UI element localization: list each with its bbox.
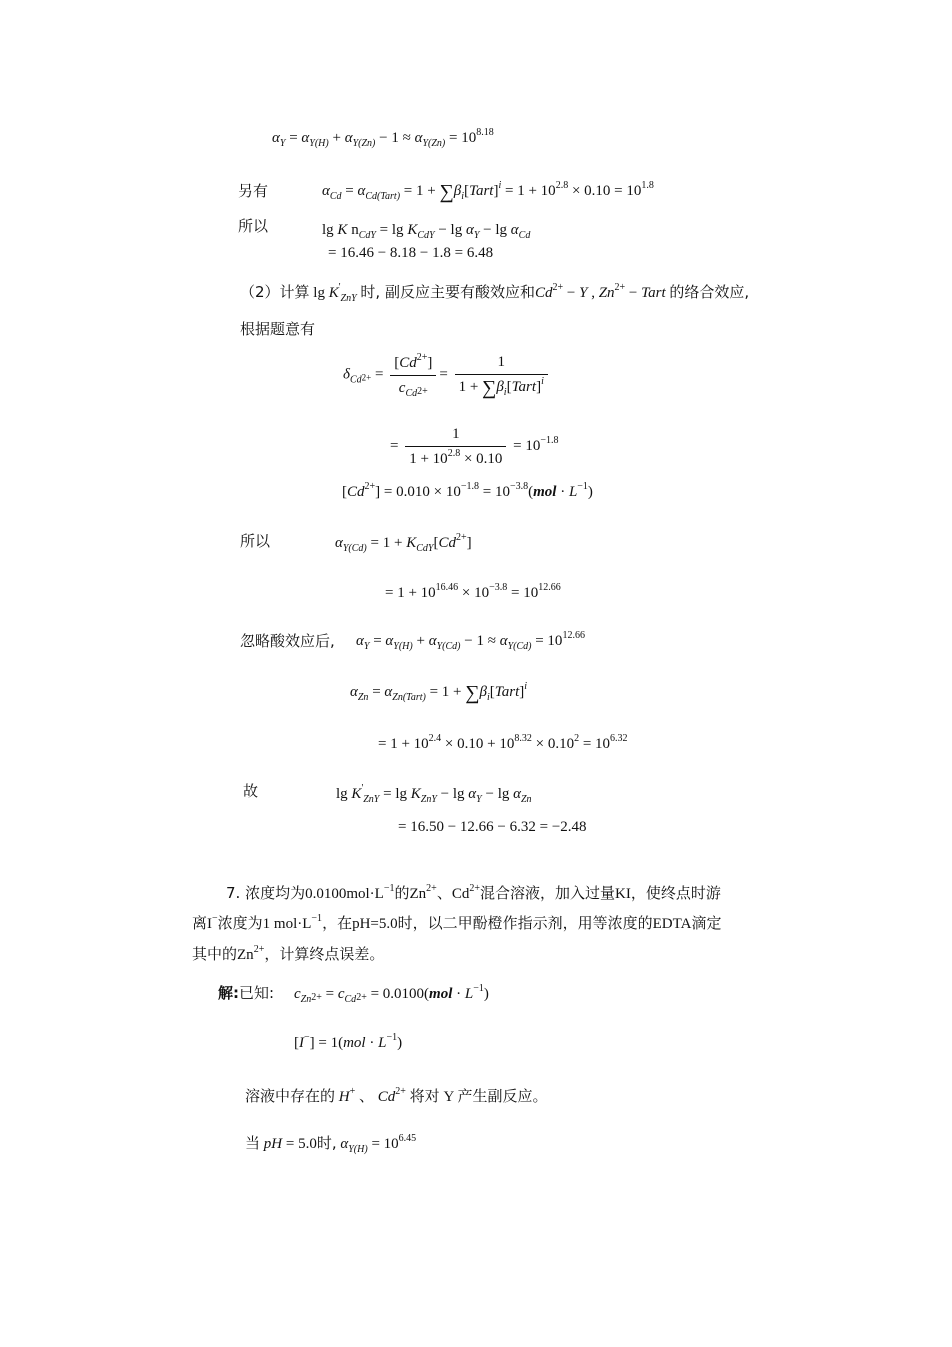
eq-known-conc: $c_{Zn}^{2+} = c_{Cd}^{2+} = 0.0100(mol \cdot L^{-1})$ [294, 983, 489, 1005]
label-genju: 根据题意有 [240, 320, 316, 338]
eq-alpha-y-cd: $\alpha_Y = \alpha_{Y(H)} + \alpha_{Y(Cd)} - 1 \approx \alpha_{Y(Cd)} = 10^{12.66}$ [356, 630, 585, 652]
eq-alpha-y-zn: $\alpha_Y = \alpha_{Y(H)} + \alpha_{Y(Zn)} - 1 \approx \alpha_{Y(Zn)} = 10^{8.18}$ [272, 127, 494, 149]
eq-alpha-ycd: $\alpha_{Y(Cd)} = 1 + K_{CdY}[Cd^{2+}]$ [335, 532, 472, 554]
eq-delta-cd: $\delta_{Cd}^{2+}$ = $\frac{[Cd^{2+}]}{c_{Cd}^{2+}}$ = $\frac{1}{1 + \sum\beta_i[Tart]^i}$ [343, 352, 551, 398]
problem7-line2: 离I−浓度为1 $mol\cdot L^{-1}$，在pH=5.0时，以二甲酚橙作指示剂，用等浓度的EDTA滴定 [192, 913, 722, 932]
eq-cd-conc: $[Cd^{2+}] = 0.010 \times 10^{-1.8} = 10^{-3.8}(mol \cdot L^{-1})$ [342, 481, 593, 500]
problem7-line3: 其中的$Zn^{2+}$，计算终点误差。 [192, 944, 385, 963]
eq-delta-value: = $\frac{1}{1 + 10^{2.8} \times 0.10}$ = $10^{-1.8}$ [390, 426, 559, 467]
eq-result-final: = 16.50 − 12.66 − 6.32 = −2.48 [398, 819, 587, 835]
eq-alpha-ycd-value: = $1 + 10^{16.46} \times 10^{-3.8} = 10^{12.66}$ [385, 582, 561, 601]
side-reaction-text: 溶液中存在的 H+ 、 $Cd^{2+}$ 将对 Y 产生副反应。 [245, 1086, 548, 1105]
eq-alpha-zn: $\alpha_{Zn} = \alpha_{Zn(Tart)} = 1$ + $\sum\beta_i[Tart]^i$ [350, 681, 528, 704]
label-suoyi-2: 所以 [240, 532, 271, 550]
label-gu: 故 [243, 782, 259, 800]
label-suoyi-1: 所以 [238, 217, 269, 235]
eq-result-648: = 16.46 − 8.18 − 1.8 = 6.48 [328, 245, 494, 261]
eq-lgk-zny: $\lg K'_{ZnY} = \lg K_{ZnY} - \lg \alpha_Y - \lg \alpha_{Zn}$ [336, 783, 532, 805]
label-lingyou: 另有 [238, 182, 269, 200]
eq-alpha-zn-value: = $1 + 10^{2.4} \times 0.10 + 10^{8.32} \times 0.10^2 = 10^{6.32}$ [378, 733, 628, 752]
eq-iodide-conc: $[I^-] = 1(mol \cdot L^{-1})$ [294, 1032, 403, 1051]
eq-alpha-cd: $\alpha_{Cd} = \alpha_{Cd(Tart)} = 1$ + $\sum\beta_i[Tart]^i = 1 + 10^{2.8} \times 0.10 = 10^{1.8}$ [322, 180, 654, 203]
ph-condition: 当 pH = 5.0时, $\alpha_{Y(H)} = 10^{6.45}$ [245, 1133, 417, 1155]
problem7-line1: 7. 浓度均为$0.0100mol\cdot L^{-1}$的$Zn^{2+}$、$Cd^{2+}$混合溶液，加入过量KI，使终点时游 [226, 883, 721, 902]
solution-known: 解:已知: [218, 984, 275, 1002]
step2-text: （2）计算 $\lg K'_{ZnY}$ 时, 副反应主要有酸效应和$Cd^{2+} - Y$ , $Zn^{2+}$ − Tart 的络合效应, [240, 282, 750, 304]
label-hulue: 忽略酸效应后, [240, 632, 335, 650]
eq-lgk-cdy: lg K $n_{CdY} = \lg K_{CdY} - \lg \alpha_Y - \lg \alpha_{Cd}$ [322, 222, 531, 241]
